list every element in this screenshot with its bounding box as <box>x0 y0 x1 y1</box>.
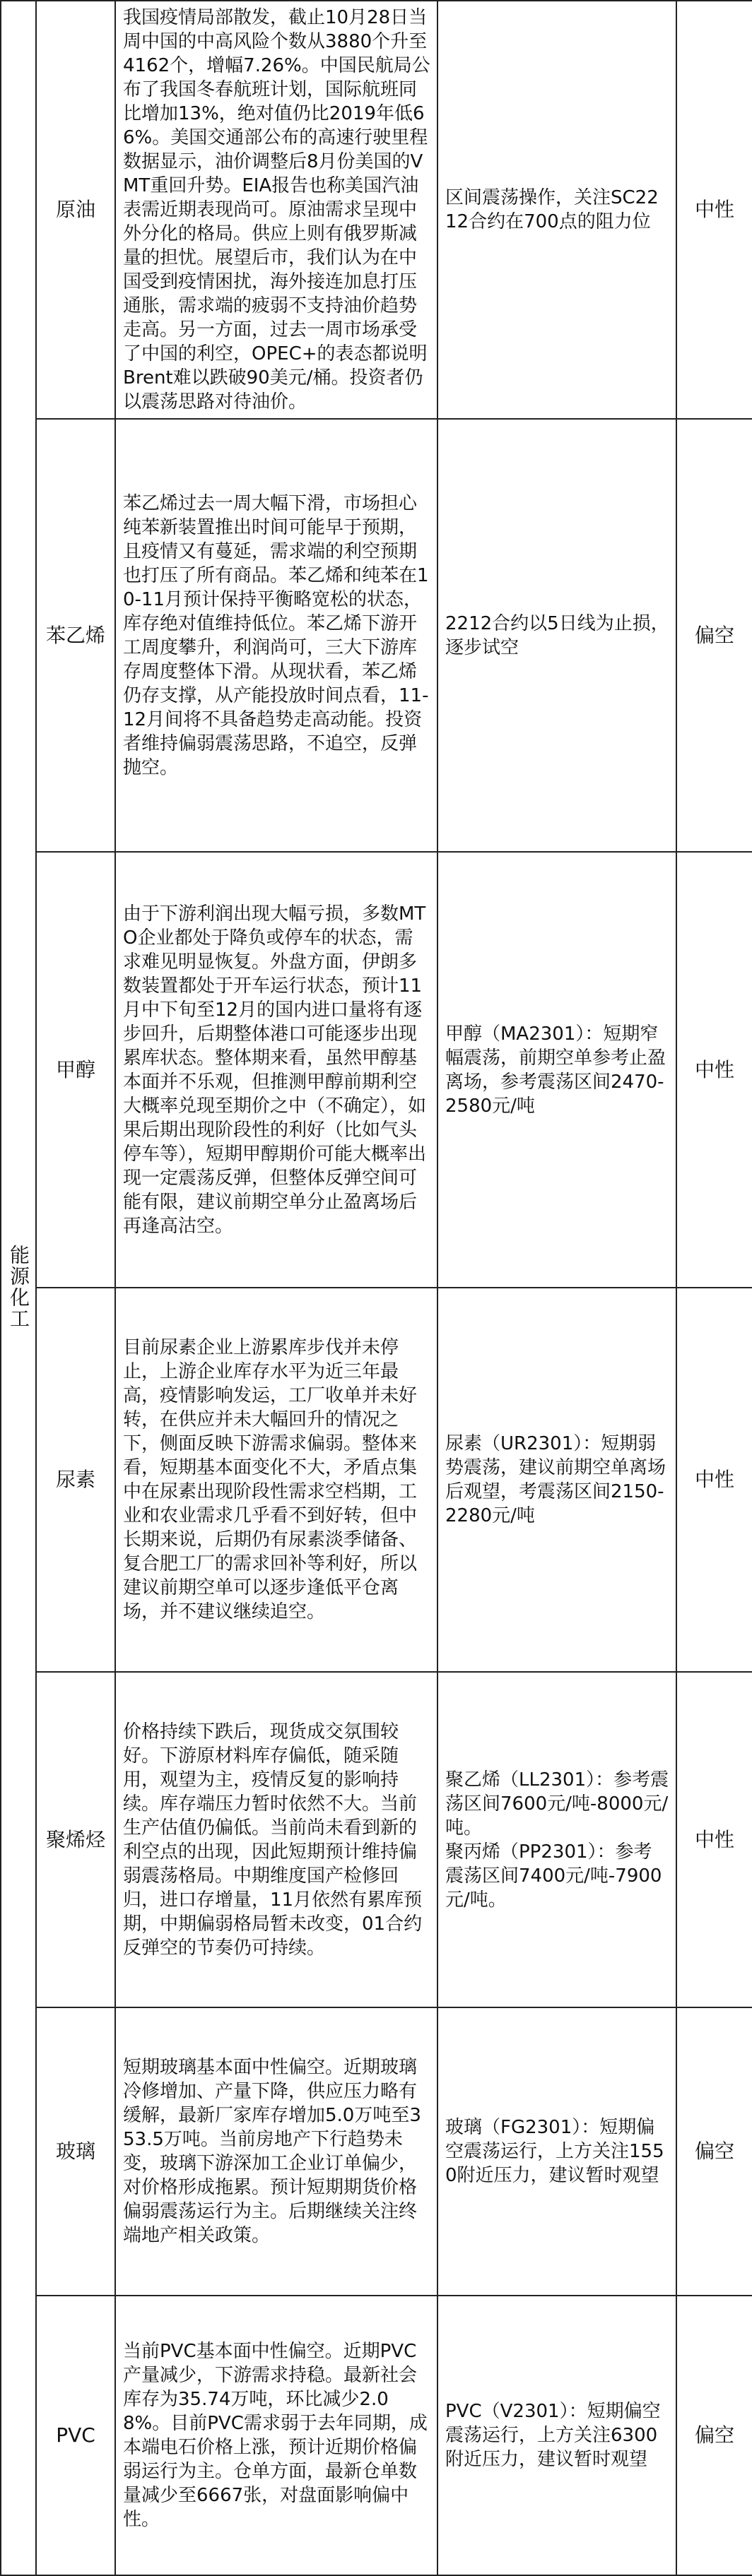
strategy-text: 尿素（UR2301）：短期弱势震荡，建议前期空单离场后观望，考震荡区间2150-2280元/吨 <box>445 1433 666 1526</box>
commodity-name: 聚烯烃 <box>36 1672 115 2007</box>
trading-strategy <box>437 1672 676 2007</box>
table-row <box>1 2296 752 2575</box>
market-view: 中性 <box>676 1 752 419</box>
strategy-text: 聚乙烯（LL2301）：参考震荡区间7600元/吨-8000元/吨。 <box>445 1769 669 1839</box>
market-view: 中性 <box>676 1288 752 1672</box>
trading-strategy <box>437 419 676 852</box>
sector-cell <box>1 1 36 2575</box>
market-view: 偏空 <box>676 2007 752 2296</box>
strategy-text: 区间震荡操作，关注SC2212合约在700点的阻力位 <box>445 187 659 232</box>
fundamental-analysis: 我国疫情局部散发，截止10月28日当周中国的中高风险个数从3880个升至4162个，增幅7.26%。中国民航局公布了我国冬春航班计划，国际航班同比增加13%，绝对值仍比2019年低66%。美国交通部公布的高速行驶里程数据显示，油价调整后8月份美国的VMT重回升势。EIA报告也称美国汽油表需近期表现尚可。原油需求呈现中外分化的格局。供应上则有俄罗斯减量的担忧。展望后市，我们认为在中国受到疫情困扰，海外接连加息打压通胀，需求端的疲弱不支持油价趋势走高。另一方面，过去一周市场承受了中国的利空，OPEC+的表态都说明Brent难以跌破90美元/桶。投资者仍以震荡思路对待油价。 <box>115 1 437 419</box>
trading-strategy <box>437 852 676 1288</box>
fundamental-analysis: 苯乙烯过去一周大幅下滑，市场担心纯苯新装置推出时间可能早于预期，且疫情又有蔓延，需求端的利空预期也打压了所有商品。苯乙烯和纯苯在10-11月预计保持平衡略宽松的状态，库存绝对值维持低位。苯乙烯下游开工周度攀升，利润尚可，三大下游库存周度整体下滑。从现状看，苯乙烯仍存支撑，从产能投放时间点看，11-12月间将不具备趋势走高动能。投资者维持偏弱震荡思路，不追空，反弹抛空。 <box>115 419 437 852</box>
commodity-name: 甲醇 <box>36 852 115 1288</box>
strategy-text: 甲醇（MA2301）：短期窄幅震荡，前期空单参考止盈离场，参考震荡区间2470-2580元/吨 <box>445 1023 666 1117</box>
sector-label: 能源化工 <box>7 1244 30 1329</box>
trading-strategy <box>437 2007 676 2296</box>
market-view: 偏空 <box>676 419 752 852</box>
fundamental-analysis: 目前尿素企业上游累库步伐并未停止，上游企业库存水平为近三年最高，疫情影响发运，工厂收单并未好转，在供应并未大幅回升的情况之下，侧面反映下游需求偏弱。整体来看，短期基本面变化不大，矛盾点集中在尿素出现阶段性需求空档期，工业和农业需求几乎看不到好转，但中长期来说，后期仍有尿素淡季储备、复合肥工厂的需求回补等利好，所以建议前期空单可以逐步逢低平仓离场，并不建议继续追空。 <box>115 1288 437 1672</box>
trading-strategy <box>437 1 676 419</box>
table-body <box>1 1 752 2575</box>
market-view: 中性 <box>676 1672 752 2007</box>
fundamental-analysis: 价格持续下跌后，现货成交氛围较好。下游原材料库存偏低，随采随用，观望为主，疫情反复的影响持续。库存端压力暂时依然不大。当前生产估值仍偏低。当前尚未看到新的利空点的出现，因此短期预计维持偏弱震荡格局。中期维度国产检修回归，进口存增量，11月依然有累库预期，中期偏弱格局暂未改变，01合约反弹空的节奏仍可持续。 <box>115 1672 437 2007</box>
table-row <box>1 419 752 852</box>
trading-strategy <box>437 2296 676 2575</box>
commodity-name: 尿素 <box>36 1288 115 1672</box>
fundamental-analysis: 由于下游利润出现大幅亏损，多数MTO企业都处于降负或停车的状态，需求难见明显恢复。外盘方面，伊朗多数装置都处于开车运行状态，预计11月中下旬至12月的国内进口量将有逐步回升，后期整体港口可能逐步出现累库状态。整体期来看，虽然甲醇基本面并不乐观，但推测甲醇前期利空大概率兑现至期价之中（不确定），如果后期出现阶段性的利好（比如气头停车等），短期甲醇期价可能大概率出现一定震荡反弹，但整体反弹空间可能有限，建议前期空单分止盈离场后再逢高沽空。 <box>115 852 437 1288</box>
strategy-text: 玻璃（FG2301）：短期偏空震荡运行，上方关注1550附近压力，建议暂时观望 <box>445 2117 664 2186</box>
commodity-name: PVC <box>36 2296 115 2575</box>
strategy-text: 2212合约以5日线为止损，逐步试空 <box>445 612 669 658</box>
table-row <box>1 852 752 1288</box>
commodity-name: 原油 <box>36 1 115 419</box>
market-view: 偏空 <box>676 2296 752 2575</box>
table-row <box>1 1672 752 2007</box>
table-row <box>1 1 752 419</box>
strategy-text: PVC（V2301）：短期偏空震荡运行，上方关注6300附近压力，建议暂时观望 <box>445 2401 661 2470</box>
table-row <box>1 2007 752 2296</box>
commodity-name: 玻璃 <box>36 2007 115 2296</box>
commodity-name: 苯乙烯 <box>36 419 115 852</box>
table-row <box>1 1288 752 1672</box>
market-view: 中性 <box>676 852 752 1288</box>
trading-strategy <box>437 1288 676 1672</box>
fundamental-analysis: 当前PVC基本面中性偏空。近期PVC产量减少，下游需求持稳。最新社会库存为35.74万吨，环比减少2.08%。目前PVC需求弱于去年同期，成本端电石价格上涨，预计近期价格偏弱运行为主。仓单方面，最新仓单数量减少至6667张，对盘面影响偏中性。 <box>115 2296 437 2575</box>
strategy-text: 聚丙烯（PP2301）：参考震荡区间7400元/吨-7900元/吨。 <box>445 1841 662 1911</box>
fundamental-analysis: 短期玻璃基本面中性偏空。近期玻璃冷修增加、产量下降，供应压力略有缓解，最新厂家库存增加5.0万吨至353.5万吨。当前房地产下行趋势未变，玻璃下游深加工企业订单偏少，对价格形成拖累。预计短期期货价格偏弱震荡运行为主。后期继续关注终端地产相关政策。 <box>115 2007 437 2296</box>
